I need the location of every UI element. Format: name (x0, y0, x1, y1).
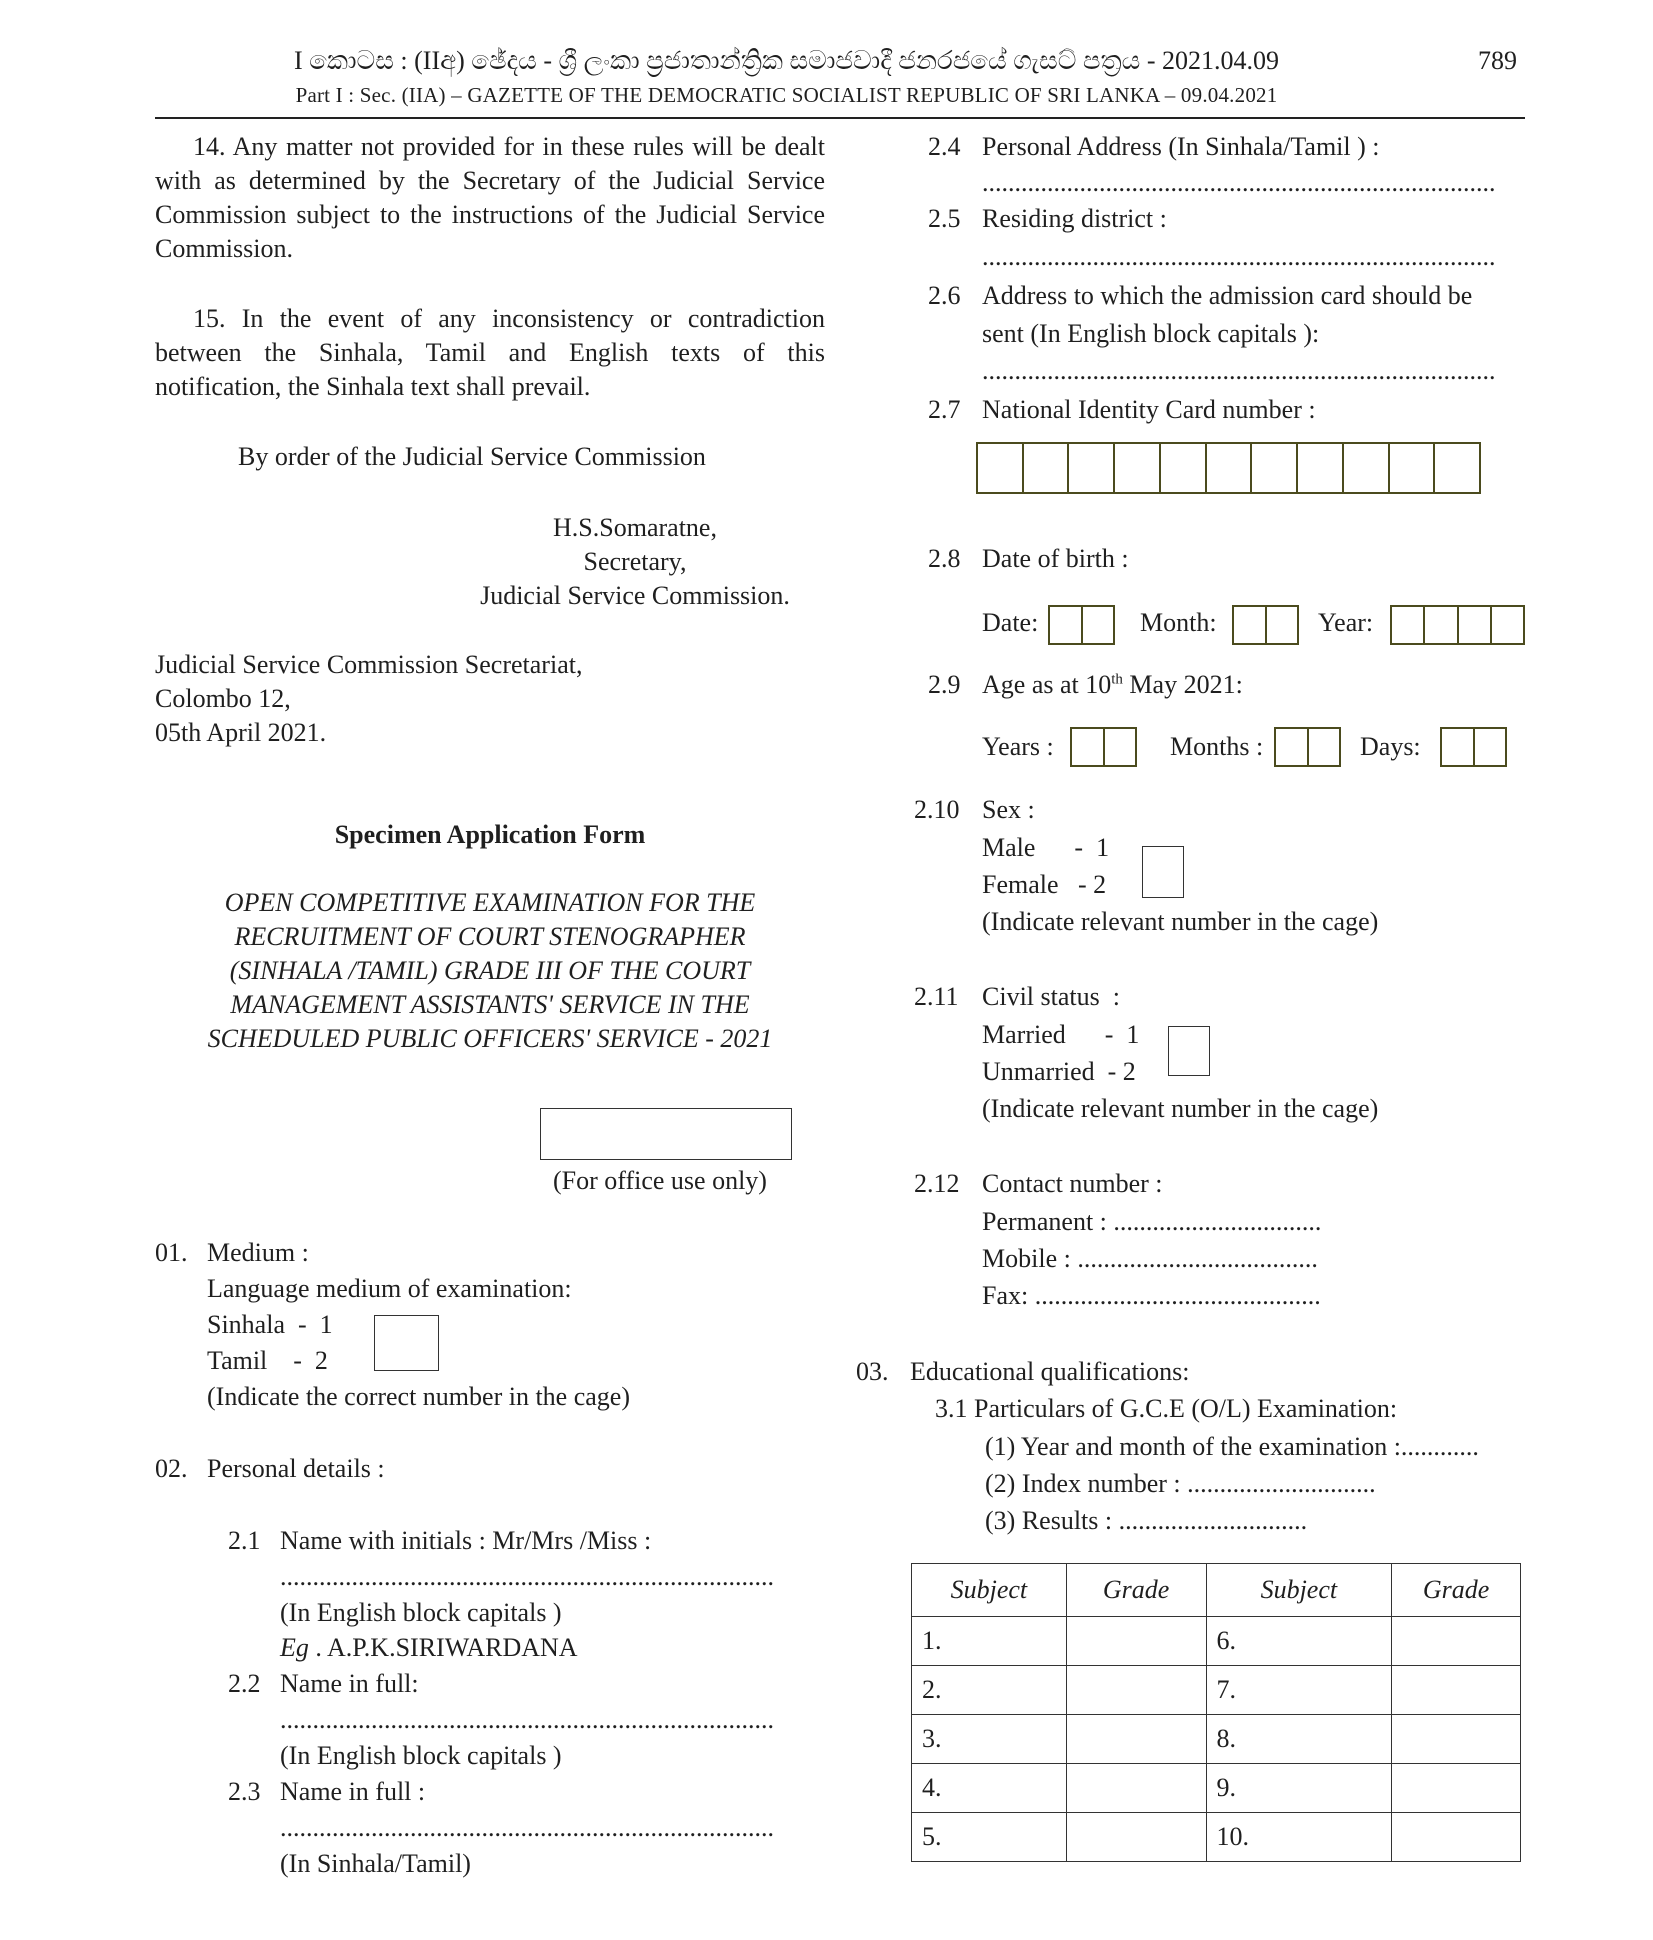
age-label-pre: Age as at 10 (982, 670, 1112, 699)
contact-permanent[interactable]: Permanent : ................................ (982, 1207, 1322, 1236)
subject-cell[interactable]: 5. (912, 1813, 1067, 1862)
nic-digit-box[interactable] (1252, 444, 1298, 492)
item-2-6-label-2: sent (In English block capitals ): (982, 319, 1320, 348)
header-english-text: Part I : Sec. (IIA) – GAZETTE OF THE DEMOCRATIC SOCIALIST REPUBLIC OF SRI LANKA – 09.04.2021 (295, 83, 1278, 107)
item-2-3-note: (In Sinhala/Tamil) (280, 1849, 471, 1878)
page-number: 789 (1478, 46, 1517, 75)
paragraph-15: 15. In the event of any inconsistency or contradiction between the Sinhala, Tamil and English texts of this notification, the Sinhala text shall prevail. (155, 304, 825, 401)
column-header: Subject (912, 1564, 1067, 1617)
grade-cell[interactable] (1066, 1666, 1206, 1715)
subject-cell[interactable]: 6. (1206, 1617, 1392, 1666)
item-2-7-label: National Identity Card number : (982, 395, 1316, 424)
subject-cell[interactable]: 8. (1206, 1715, 1392, 1764)
dob-year-boxes[interactable] (1390, 605, 1525, 645)
grade-cell[interactable] (1392, 1666, 1521, 1715)
item-2-10-label: Sex : (982, 795, 1035, 824)
office-use-label: (For office use only) (553, 1166, 767, 1195)
nic-digit-box[interactable] (1344, 444, 1390, 492)
medium-sub: Language medium of examination: (207, 1274, 572, 1303)
item-2-3-dots[interactable]: ............................................................................ (280, 1813, 774, 1842)
nic-digit-box[interactable] (1069, 444, 1115, 492)
medium-label: Medium : (207, 1238, 309, 1267)
dob-year-label: Year: (1318, 608, 1374, 637)
subject-cell[interactable]: 10. (1206, 1813, 1392, 1862)
ol-particulars-label: 3.1 Particulars of G.C.E (O/L) Examination: (935, 1394, 1398, 1423)
ol-year-month[interactable]: (1) Year and month of the examination :............ (985, 1432, 1479, 1461)
age-days-boxes[interactable] (1440, 727, 1507, 767)
civil-status-note: (Indicate relevant number in the cage) (982, 1094, 1379, 1123)
age-months-label: Months : (1170, 732, 1264, 761)
ol-results-table (911, 1563, 1521, 1862)
gazette-header-sinhala (0, 44, 1653, 78)
dob-month-boxes[interactable] (1232, 605, 1299, 645)
address-line-3: 05th April 2021. (155, 718, 327, 747)
header-divider (155, 117, 1525, 119)
nic-digit-box[interactable] (978, 444, 1024, 492)
form-title: Specimen Application Form (334, 820, 646, 849)
example-prefix: Eg (280, 1633, 309, 1662)
signatory-title: Secretary, (583, 547, 687, 576)
nic-digit-box[interactable] (1390, 444, 1436, 492)
item-2-1-number: 2.1 (228, 1526, 261, 1555)
exam-title-line-1: OPEN COMPETITIVE EXAMINATION FOR THE (224, 888, 756, 917)
item-2-1-example (280, 1631, 578, 1665)
column-header: Subject (1206, 1564, 1392, 1617)
grade-cell[interactable] (1066, 1617, 1206, 1666)
item-2-1-dots[interactable]: ............................................................................ (280, 1562, 774, 1591)
signatory-name: H.S.Somaratne, (553, 513, 717, 542)
example-text: . A.P.K.SIRIWARDANA (315, 1633, 578, 1662)
nic-digit-box[interactable] (1161, 444, 1207, 492)
dob-month-label: Month: (1140, 608, 1217, 637)
table-row (912, 1666, 1521, 1715)
nic-number-boxes[interactable] (976, 442, 1481, 494)
medium-option-tamil: Tamil - 2 (207, 1346, 328, 1375)
item-2-2-label: Name in full: (280, 1669, 419, 1698)
subject-cell[interactable]: 3. (912, 1715, 1067, 1764)
nic-digit-box[interactable] (1298, 444, 1344, 492)
civil-option-unmarried: Unmarried - 2 (982, 1057, 1136, 1086)
medium-cage[interactable] (374, 1315, 439, 1371)
nic-digit-box[interactable] (1024, 444, 1070, 492)
contact-fax[interactable]: Fax: ............................................ (982, 1281, 1321, 1310)
table-row (912, 1617, 1521, 1666)
sex-cage[interactable] (1142, 846, 1184, 898)
grade-cell[interactable] (1392, 1764, 1521, 1813)
age-label-sup: th (1111, 671, 1123, 688)
civil-status-cage[interactable] (1168, 1026, 1210, 1076)
subject-cell[interactable]: 7. (1206, 1666, 1392, 1715)
item-2-12-number: 2.12 (914, 1169, 960, 1198)
item-2-1-label: Name with initials : Mr/Mrs /Miss : (280, 1526, 652, 1555)
age-months-boxes[interactable] (1274, 727, 1341, 767)
subject-cell[interactable]: 9. (1206, 1764, 1392, 1813)
item-2-7-number: 2.7 (928, 395, 961, 424)
nic-digit-box[interactable] (1115, 444, 1161, 492)
medium-note: (Indicate the correct number in the cage) (207, 1382, 630, 1411)
item-2-8-label: Date of birth : (982, 544, 1129, 573)
subject-cell[interactable]: 2. (912, 1666, 1067, 1715)
item-2-2-note: (In English block capitals ) (280, 1741, 562, 1770)
item-2-10-number: 2.10 (914, 795, 960, 824)
item-2-5-dots[interactable]: ............................................................................... (982, 242, 1496, 271)
by-order-line: By order of the Judicial Service Commission (238, 442, 706, 471)
item-2-6-label-1: Address to which the admission card should be (982, 281, 1473, 310)
personal-number: 02. (155, 1454, 188, 1483)
ol-results[interactable]: (3) Results : ............................. (985, 1506, 1308, 1535)
exam-title-line-3: (SINHALA /TAMIL) GRADE III OF THE COURT (229, 956, 751, 985)
item-2-4-dots[interactable]: ............................................................................... (982, 168, 1496, 197)
age-days-label: Days: (1360, 732, 1421, 761)
address-line-1: Judicial Service Commission Secretariat, (155, 650, 583, 679)
dob-date-label: Date: (982, 608, 1039, 637)
column-header: Grade (1392, 1564, 1521, 1617)
item-2-9-number: 2.9 (928, 670, 961, 699)
grade-cell[interactable] (1392, 1617, 1521, 1666)
item-2-3-number: 2.3 (228, 1777, 261, 1806)
medium-number: 01. (155, 1238, 188, 1267)
column-header: Grade (1066, 1564, 1206, 1617)
medium-option-sinhala: Sinhala - 1 (207, 1310, 333, 1339)
grade-cell[interactable] (1066, 1813, 1206, 1862)
table-row (912, 1813, 1521, 1862)
age-years-boxes[interactable] (1070, 727, 1137, 767)
civil-option-married: Married - 1 (982, 1020, 1140, 1049)
item-2-2-dots[interactable]: ............................................................................ (280, 1705, 774, 1734)
exam-title-line-5: SCHEDULED PUBLIC OFFICERS' SERVICE - 2021 (207, 1024, 773, 1053)
sex-option-male: Male - 1 (982, 833, 1110, 862)
gazette-header-english (0, 82, 1653, 109)
age-years-label: Years : (982, 732, 1054, 761)
office-use-box (540, 1108, 792, 1160)
contact-mobile[interactable]: Mobile : ..................................... (982, 1244, 1318, 1273)
sex-note: (Indicate relevant number in the cage) (982, 907, 1379, 936)
grade-cell[interactable] (1066, 1715, 1206, 1764)
item-2-11-label: Civil status : (982, 982, 1120, 1011)
item-2-4-number: 2.4 (928, 132, 961, 161)
item-2-9-label (982, 668, 1243, 702)
subject-cell[interactable]: 4. (912, 1764, 1067, 1813)
address-line-2: Colombo 12, (155, 684, 291, 713)
item-2-3-label: Name in full : (280, 1777, 426, 1806)
ol-index-number[interactable]: (2) Index number : ............................. (985, 1469, 1376, 1498)
subject-cell[interactable]: 1. (912, 1617, 1067, 1666)
table-row (912, 1715, 1521, 1764)
item-2-5-number: 2.5 (928, 204, 961, 233)
personal-label: Personal details : (207, 1454, 385, 1483)
item-2-6-number: 2.6 (928, 281, 961, 310)
table-row (912, 1764, 1521, 1813)
item-2-6-dots[interactable]: ............................................................................... (982, 356, 1496, 385)
nic-digit-box[interactable] (1207, 444, 1253, 492)
paragraph-14: 14. Any matter not provided for in these rules will be dealt with as determined by the Secretary of the Judicial Service Commission subject to the instructions of the Judicial Service Commission. (155, 132, 825, 263)
item-2-8-number: 2.8 (928, 544, 961, 573)
header-sinhala-text: I කොටස : (IIඅ) ඡේදය - ශ්‍රී ලංකා ප්‍රජාතාන්ත්‍රික සමාජවාදී ජනරජයේ ගැසට් පත්‍රය - 2021.04.09 (293, 46, 1279, 75)
dob-date-boxes[interactable] (1048, 605, 1115, 645)
item-2-4-label: Personal Address (In Sinhala/Tamil ) : (982, 132, 1380, 161)
nic-digit-box[interactable] (1435, 444, 1479, 492)
item-2-12-label: Contact number : (982, 1169, 1163, 1198)
education-label: Educational qualifications: (910, 1357, 1190, 1386)
exam-title-line-4: MANAGEMENT ASSISTANTS' SERVICE IN THE (230, 990, 750, 1019)
age-label-post: May 2021: (1122, 670, 1243, 699)
item-2-5-label: Residing district : (982, 204, 1167, 233)
grade-cell[interactable] (1066, 1764, 1206, 1813)
education-number: 03. (856, 1357, 889, 1386)
item-2-1-note: (In English block capitals ) (280, 1598, 562, 1627)
table-header-row (912, 1564, 1521, 1617)
exam-title-line-2: RECRUITMENT OF COURT STENOGRAPHER (234, 922, 746, 951)
item-2-11-number: 2.11 (914, 982, 959, 1011)
grade-cell[interactable] (1392, 1813, 1521, 1862)
sex-option-female: Female - 2 (982, 870, 1107, 899)
item-2-2-number: 2.2 (228, 1669, 261, 1698)
signatory-body: Judicial Service Commission. (480, 581, 790, 610)
grade-cell[interactable] (1392, 1715, 1521, 1764)
